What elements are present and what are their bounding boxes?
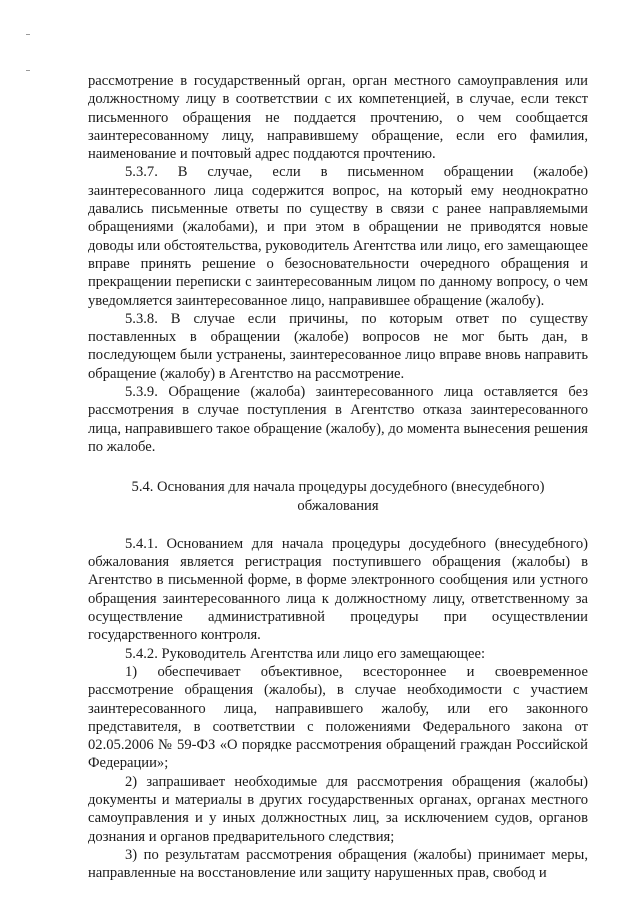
section-heading-5-4 (88, 478, 588, 515)
paragraph-5-3-9: 5.3.9. Обращение (жалоба) заинтересованного лица оставляется без рассмотрения в случае поступления в Агентство отказа заинтересованного лица, направившего такое обращение (жалобу), до момента вынесения решения по жалобе. (88, 384, 588, 455)
list-item-3: 3) по результатам рассмотрения обращения (жалобы) принимает меры, направленные на восстановление или защиту нарушенных прав, свобод и (88, 846, 588, 882)
paragraph-continuation: рассмотрение в государственный орган, орган местного самоуправления или должностному лицу в соответствии с их компетенцией, в случае, если текст письменного обращения не поддается прочтению, о чем сообщается заинтересованному лицу, направившему обращение, если его фамилия, наименование и почтовый адрес поддаются прочтению. (88, 73, 588, 163)
paragraph-5-4-1: 5.4.1. Основанием для начала процедуры досудебного (внесудебного) обжалования является регистрация поступившего обращения (жалобы) в Агентство в письменной форме, в форме электронного сообщения или устного обращения заинтересованного лица к должностному лицу, ответственному за осуществление административной процедуры при осуществлении государственного контроля. (88, 535, 588, 644)
paragraph-5-3-8: 5.3.8. В случае если причины, по которым ответ по существу поставленных в обращении (жалобе) вопросов не мог быть дан, в последующем были устранены, заинтересованное лицо вправе вновь направить обращение (жалобу) в Агентство на рассмотрение. (88, 310, 588, 382)
document-body (88, 72, 588, 882)
heading-line-1: 5.4. Основания для начала процедуры досудебного (внесудебного) (131, 479, 545, 496)
heading-line-2: обжалования (297, 497, 379, 514)
scan-mark (26, 70, 30, 71)
list-item-2: 2) запрашивает необходимые для рассмотрения обращения (жалобы) документы и материалы в других государственных органах, органах местного самоуправления и у иных должностных лиц, за исключением судов, органов дознания и органов предварительного следствия; (88, 773, 588, 845)
paragraph-5-3-7: 5.3.7. В случае, если в письменном обращении (жалобе) заинтересованного лица содержится вопрос, на который ему неоднократно давались письменные ответы по существу в связи с ранее направляемыми обращениями (жалобами), и при этом в обращении не приводятся новые доводы или обстоятельства, руководитель Агентства или лицо, его замещающее вправе принять решение о безосновательности очередного обращения и прекращении переписки с заинтересованным лицом по данному вопросу, о чем уведомляется заинтересованное лицо, направившее обращение (жалобу). (88, 164, 588, 309)
scan-mark (26, 34, 30, 35)
list-item-1: 1) обеспечивает объективное, всестороннее и своевременное рассмотрение обращения (жалобы), в случае необходимости с участием заинтересованного лица, направившего жалобу, или его законного представителя, в соответствии с положениями Федерального закона от 02.05.2006 № 59-ФЗ «О порядке рассмотрения обращений граждан Российской Федерации»; (88, 663, 588, 772)
paragraph-5-4-2: 5.4.2. Руководитель Агентства или лицо его замещающее: (125, 645, 486, 662)
